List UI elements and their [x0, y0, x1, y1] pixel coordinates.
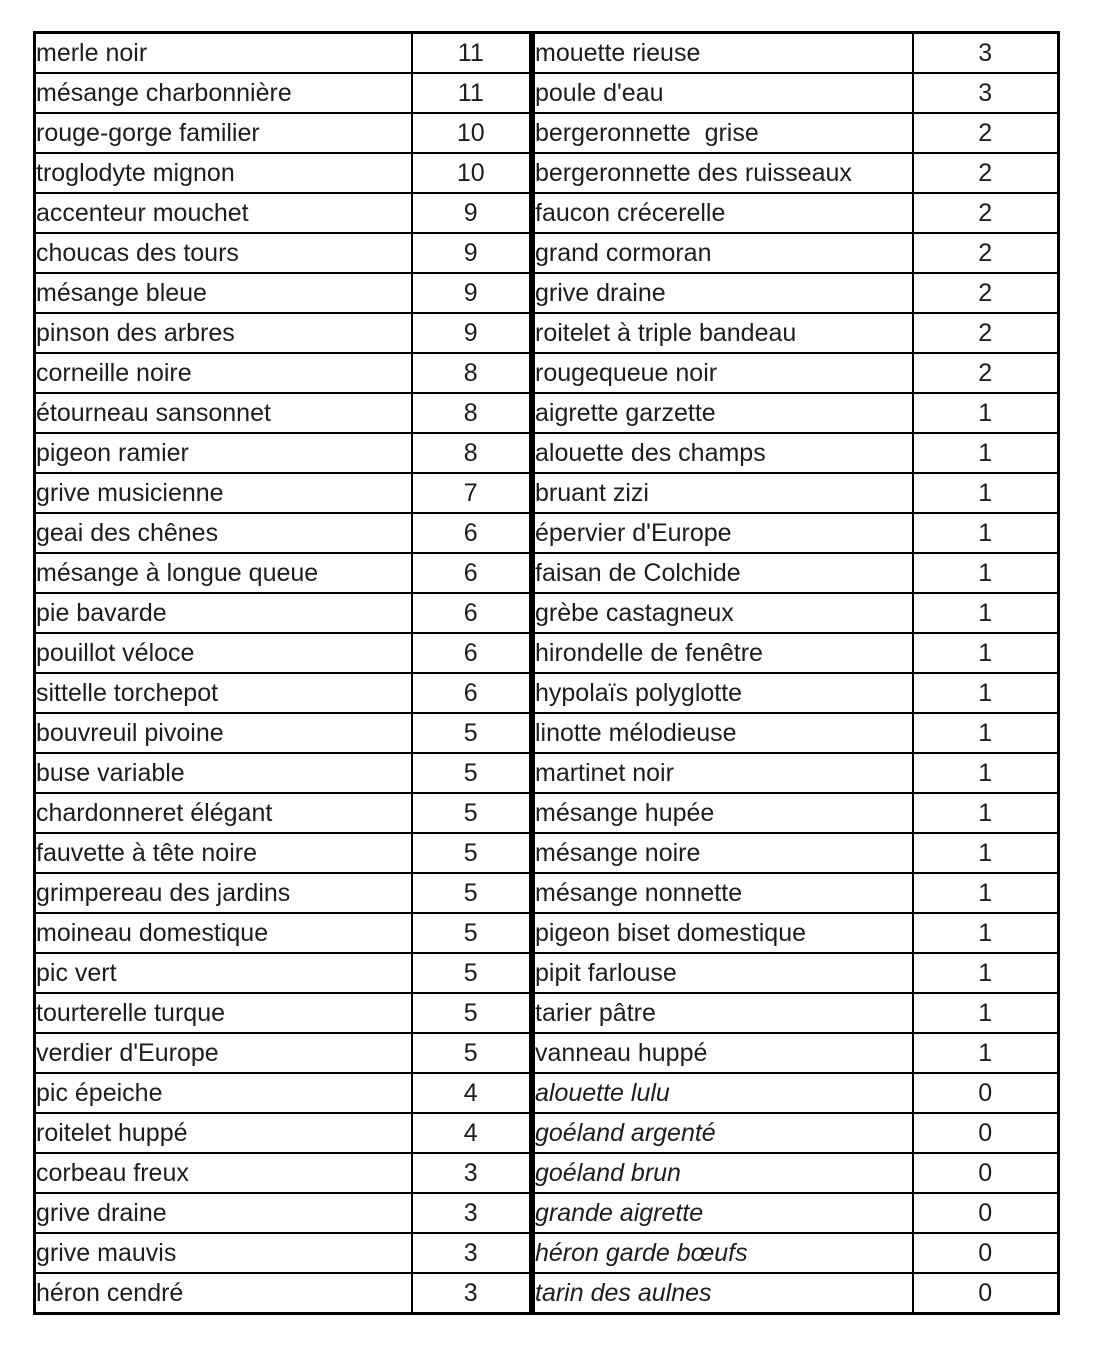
- table-row: [534, 1033, 1059, 1073]
- count-cell: 1: [913, 953, 1059, 993]
- species-name-cell: faisan de Colchide: [534, 553, 913, 593]
- species-name-cell: pouillot véloce: [35, 633, 412, 673]
- table-row: [534, 313, 1059, 353]
- count-cell: 1: [913, 913, 1059, 953]
- species-name-cell: pinson des arbres: [35, 313, 412, 353]
- table-row: [35, 473, 531, 513]
- table-row: [35, 793, 531, 833]
- species-name-cell: pipit farlouse: [534, 953, 913, 993]
- species-name-cell: grèbe castagneux: [534, 593, 913, 633]
- count-cell: 6: [412, 553, 531, 593]
- table-row: [35, 993, 531, 1033]
- table-row: [534, 1233, 1059, 1273]
- species-name-cell: vanneau huppé: [534, 1033, 913, 1073]
- species-name-cell: roitelet huppé: [35, 1113, 412, 1153]
- table-row: [35, 1193, 531, 1233]
- table-row: [35, 873, 531, 913]
- count-cell: 4: [412, 1113, 531, 1153]
- species-name-cell: bouvreuil pivoine: [35, 713, 412, 753]
- count-cell: 0: [913, 1153, 1059, 1193]
- count-cell: 9: [412, 193, 531, 233]
- left-table-body: [35, 33, 531, 1314]
- species-name-cell: alouette des champs: [534, 433, 913, 473]
- count-cell: 1: [913, 473, 1059, 513]
- species-name-cell: mésange charbonnière: [35, 73, 412, 113]
- species-name-cell: chardonneret élégant: [35, 793, 412, 833]
- count-cell: 3: [412, 1273, 531, 1314]
- species-name-cell: mouette rieuse: [534, 33, 913, 74]
- count-cell: 9: [412, 273, 531, 313]
- count-cell: 3: [913, 73, 1059, 113]
- table-row: [534, 153, 1059, 193]
- table-row: [35, 1233, 531, 1273]
- table-row: [534, 393, 1059, 433]
- table-row: [534, 73, 1059, 113]
- table-row: [534, 33, 1059, 74]
- species-name-cell: linotte mélodieuse: [534, 713, 913, 753]
- count-cell: 0: [913, 1073, 1059, 1113]
- species-name-cell: pic vert: [35, 953, 412, 993]
- species-name-cell: geai des chênes: [35, 513, 412, 553]
- count-cell: 5: [412, 1033, 531, 1073]
- count-cell: 2: [913, 193, 1059, 233]
- species-name-cell: roitelet à triple bandeau: [534, 313, 913, 353]
- species-name-cell: troglodyte mignon: [35, 153, 412, 193]
- species-name-cell: bruant zizi: [534, 473, 913, 513]
- count-cell: 2: [913, 313, 1059, 353]
- count-cell: 0: [913, 1273, 1059, 1314]
- count-cell: 2: [913, 113, 1059, 153]
- count-cell: 2: [913, 153, 1059, 193]
- species-name-cell: grive mauvis: [35, 1233, 412, 1273]
- table-row: [35, 1113, 531, 1153]
- count-cell: 5: [412, 913, 531, 953]
- table-row: [35, 393, 531, 433]
- table-row: [534, 1073, 1059, 1113]
- table-row: [534, 1113, 1059, 1153]
- count-cell: 6: [412, 633, 531, 673]
- count-cell: 1: [913, 713, 1059, 753]
- count-cell: 1: [913, 633, 1059, 673]
- count-cell: 1: [913, 553, 1059, 593]
- species-name-cell: grive draine: [534, 273, 913, 313]
- count-cell: 5: [412, 993, 531, 1033]
- table-row: [534, 793, 1059, 833]
- species-name-cell: hirondelle de fenêtre: [534, 633, 913, 673]
- table-row: [534, 113, 1059, 153]
- table-row: [35, 633, 531, 673]
- table-row: [534, 1193, 1059, 1233]
- table-row: [534, 913, 1059, 953]
- species-name-cell: martinet noir: [534, 753, 913, 793]
- count-cell: 4: [412, 1073, 531, 1113]
- species-name-cell: merle noir: [35, 33, 412, 74]
- count-cell: 5: [412, 873, 531, 913]
- species-name-cell: grive musicienne: [35, 473, 412, 513]
- species-name-cell: goéland brun: [534, 1153, 913, 1193]
- table-row: [35, 953, 531, 993]
- count-cell: 6: [412, 513, 531, 553]
- table-row: [35, 593, 531, 633]
- species-name-cell: hypolaïs polyglotte: [534, 673, 913, 713]
- species-name-cell: accenteur mouchet: [35, 193, 412, 233]
- species-name-cell: tarin des aulnes: [534, 1273, 913, 1314]
- table-row: [534, 633, 1059, 673]
- count-cell: 1: [913, 673, 1059, 713]
- species-name-cell: choucas des tours: [35, 233, 412, 273]
- species-name-cell: pic épeiche: [35, 1073, 412, 1113]
- count-cell: 2: [913, 353, 1059, 393]
- right-species-count-table: [532, 31, 1060, 1315]
- bird-species-count-sheet: [33, 31, 1060, 1315]
- table-row: [35, 913, 531, 953]
- species-name-cell: sittelle torchepot: [35, 673, 412, 713]
- table-row: [534, 833, 1059, 873]
- count-cell: 1: [913, 993, 1059, 1033]
- table-row: [534, 593, 1059, 633]
- species-name-cell: fauvette à tête noire: [35, 833, 412, 873]
- count-cell: 1: [913, 873, 1059, 913]
- table-row: [35, 1033, 531, 1073]
- species-name-cell: grand cormoran: [534, 233, 913, 273]
- species-name-cell: bergeronnette des ruisseaux: [534, 153, 913, 193]
- species-name-cell: tourterelle turque: [35, 993, 412, 1033]
- species-name-cell: corneille noire: [35, 353, 412, 393]
- count-cell: 5: [412, 833, 531, 873]
- table-row: [35, 153, 531, 193]
- species-name-cell: grande aigrette: [534, 1193, 913, 1233]
- count-cell: 0: [913, 1233, 1059, 1273]
- table-row: [534, 273, 1059, 313]
- species-name-cell: verdier d'Europe: [35, 1033, 412, 1073]
- count-cell: 6: [412, 593, 531, 633]
- table-row: [35, 233, 531, 273]
- count-cell: 5: [412, 793, 531, 833]
- count-cell: 8: [412, 433, 531, 473]
- table-row: [35, 193, 531, 233]
- table-row: [534, 1153, 1059, 1193]
- count-cell: 1: [913, 1033, 1059, 1073]
- species-name-cell: héron cendré: [35, 1273, 412, 1314]
- species-name-cell: rouge-gorge familier: [35, 113, 412, 153]
- count-cell: 11: [412, 73, 531, 113]
- species-name-cell: alouette lulu: [534, 1073, 913, 1113]
- table-row: [534, 713, 1059, 753]
- table-row: [35, 513, 531, 553]
- table-row: [35, 713, 531, 753]
- species-name-cell: bergeronnette grise: [534, 113, 913, 153]
- species-name-cell: pigeon ramier: [35, 433, 412, 473]
- count-cell: 5: [412, 713, 531, 753]
- count-cell: 3: [412, 1193, 531, 1233]
- count-cell: 10: [412, 153, 531, 193]
- species-name-cell: grive draine: [35, 1193, 412, 1233]
- count-cell: 1: [913, 833, 1059, 873]
- species-name-cell: mésange hupée: [534, 793, 913, 833]
- species-name-cell: étourneau sansonnet: [35, 393, 412, 433]
- species-name-cell: moineau domestique: [35, 913, 412, 953]
- count-cell: 1: [913, 513, 1059, 553]
- species-name-cell: mésange bleue: [35, 273, 412, 313]
- table-row: [35, 1273, 531, 1314]
- table-row: [35, 833, 531, 873]
- species-name-cell: buse variable: [35, 753, 412, 793]
- count-cell: 1: [913, 753, 1059, 793]
- species-name-cell: mésange nonnette: [534, 873, 913, 913]
- table-row: [35, 553, 531, 593]
- species-name-cell: épervier d'Europe: [534, 513, 913, 553]
- species-name-cell: poule d'eau: [534, 73, 913, 113]
- count-cell: 0: [913, 1193, 1059, 1233]
- count-cell: 5: [412, 753, 531, 793]
- count-cell: 2: [913, 273, 1059, 313]
- table-row: [35, 433, 531, 473]
- table-row: [534, 953, 1059, 993]
- count-cell: 11: [412, 33, 531, 74]
- right-table-body: [534, 33, 1059, 1314]
- table-row: [534, 513, 1059, 553]
- count-cell: 2: [913, 233, 1059, 273]
- table-row: [35, 33, 531, 74]
- species-name-cell: pie bavarde: [35, 593, 412, 633]
- species-name-cell: tarier pâtre: [534, 993, 913, 1033]
- species-name-cell: faucon crécerelle: [534, 193, 913, 233]
- count-cell: 6: [412, 673, 531, 713]
- table-row: [534, 1273, 1059, 1314]
- count-cell: 1: [913, 433, 1059, 473]
- count-cell: 1: [913, 793, 1059, 833]
- table-row: [534, 193, 1059, 233]
- species-name-cell: aigrette garzette: [534, 393, 913, 433]
- count-cell: 7: [412, 473, 531, 513]
- count-cell: 3: [913, 33, 1059, 74]
- species-name-cell: corbeau freux: [35, 1153, 412, 1193]
- table-row: [534, 233, 1059, 273]
- species-name-cell: goéland argenté: [534, 1113, 913, 1153]
- table-row: [35, 113, 531, 153]
- species-name-cell: rougequeue noir: [534, 353, 913, 393]
- table-row: [534, 673, 1059, 713]
- count-cell: 5: [412, 953, 531, 993]
- table-row: [35, 313, 531, 353]
- table-row: [534, 553, 1059, 593]
- count-cell: 0: [913, 1113, 1059, 1153]
- count-cell: 8: [412, 393, 531, 433]
- count-cell: 3: [412, 1233, 531, 1273]
- count-cell: 10: [412, 113, 531, 153]
- table-row: [534, 993, 1059, 1033]
- count-cell: 8: [412, 353, 531, 393]
- species-name-cell: pigeon biset domestique: [534, 913, 913, 953]
- table-row: [35, 1073, 531, 1113]
- count-cell: 3: [412, 1153, 531, 1193]
- table-row: [35, 673, 531, 713]
- table-row: [534, 353, 1059, 393]
- table-row: [534, 753, 1059, 793]
- table-row: [534, 433, 1059, 473]
- table-row: [35, 753, 531, 793]
- species-name-cell: héron garde bœufs: [534, 1233, 913, 1273]
- table-row: [35, 73, 531, 113]
- count-cell: 9: [412, 233, 531, 273]
- species-name-cell: grimpereau des jardins: [35, 873, 412, 913]
- table-row: [35, 273, 531, 313]
- table-row: [534, 873, 1059, 913]
- left-species-count-table: [33, 31, 532, 1315]
- table-row: [35, 1153, 531, 1193]
- species-name-cell: mésange noire: [534, 833, 913, 873]
- species-name-cell: mésange à longue queue: [35, 553, 412, 593]
- count-cell: 1: [913, 593, 1059, 633]
- count-cell: 9: [412, 313, 531, 353]
- table-row: [35, 353, 531, 393]
- count-cell: 1: [913, 393, 1059, 433]
- table-row: [534, 473, 1059, 513]
